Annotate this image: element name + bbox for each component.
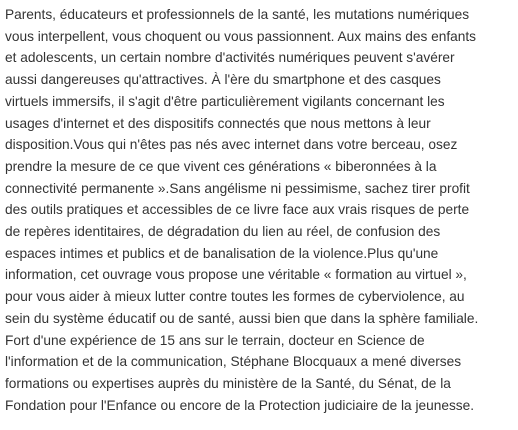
description-line: et adolescents, un certain nombre d'activités numériques peuvent s'avérer — [5, 50, 455, 66]
description-line: pour vous aider à mieux lutter contre toutes les formes de cyberviolence, au — [5, 289, 465, 305]
description-line: Parents, éducateurs et professionnels de la santé, les mutations numériques — [5, 7, 470, 22]
description-line: des outils pratiques et accessibles de ce livre face aux vrais risques de perte — [5, 202, 470, 218]
description-line: disposition.Vous qui n'êtes pas nés avec internet dans votre berceau, osez — [5, 137, 458, 153]
description-line: espaces intimes et publics et de banalisation de la violence.Plus qu'une — [5, 245, 439, 261]
description-text — [5, 4, 512, 416]
description-line: aussi dangereuses qu'attractives. À l'ère du smartphone et des casques — [5, 72, 441, 88]
description-line: virtuels immersifs, il s'agit d'être particulièrement vigilants concernant les — [5, 93, 445, 109]
description-line: information, cet ouvrage vous propose une véritable « formation au virtuel », — [5, 267, 467, 283]
description-line: prendre la mesure de ce que vivent ces générations « biberonnées à la — [5, 158, 437, 174]
description-line: l'information et de la communication, Stéphane Blocquaux a mené diverses — [5, 354, 462, 370]
description-line: formations ou expertises auprès du ministère de la Santé, du Sénat, de la — [5, 375, 451, 391]
description-line: Fort d'une expérience de 15 ans sur le terrain, docteur en Science de — [5, 332, 425, 348]
description-line: sein du système éducatif ou de santé, aussi bien que dans la sphère familiale. — [5, 310, 479, 326]
description-line: connectivité permanente ».Sans angélisme ni pessimisme, sachez tirer profit — [5, 180, 470, 196]
description-line: de repères identitaires, de dégradation du lien au réel, de confusion des — [5, 224, 441, 240]
description-line: usages d'internet et des dispositifs connectés que nous mettons à leur — [5, 115, 431, 131]
description-line: vous interpellent, vous choquent ou vous passionnent. Aux mains des enfants — [5, 28, 477, 44]
description-line: Fondation pour l'Enfance ou encore de la Protection judiciaire de la jeunesse. — [5, 397, 475, 413]
